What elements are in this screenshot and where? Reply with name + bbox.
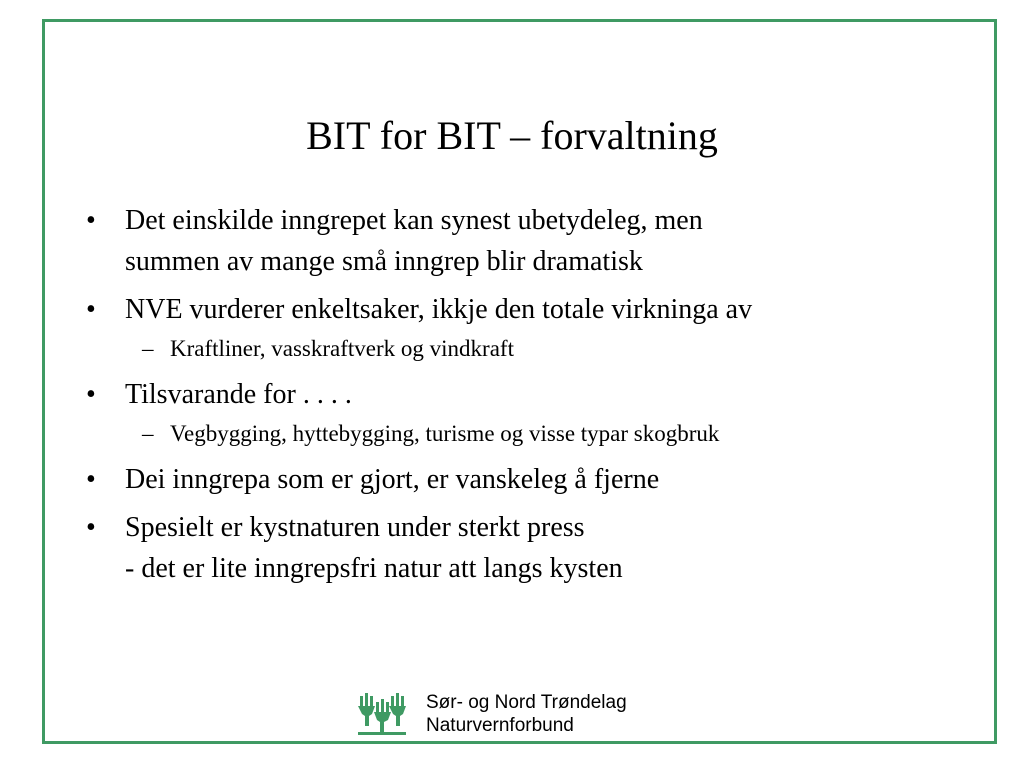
sub-bullet-item <box>86 418 966 450</box>
bullet-text: summen av mange små inngrep blir dramatisk <box>125 246 643 277</box>
sub-bullet-text: Kraftliner, vasskraftverk og vindkraft <box>170 336 514 361</box>
bullet-text: - det er lite inngrepsfri natur att langs kysten <box>125 553 623 584</box>
bullet-text: Dei inngrepa som er gjort, er vanskeleg å fjerne <box>125 464 660 495</box>
bullet-text: Spesielt er kystnaturen under sterkt press <box>125 512 585 543</box>
footer <box>356 688 696 742</box>
bullet-marker: • <box>86 512 96 543</box>
footer-org-line2: Naturvernforbund <box>426 715 574 736</box>
bullet-item <box>86 200 966 282</box>
bullet-marker: • <box>86 294 96 325</box>
bullet-marker: • <box>86 379 96 410</box>
bullet-marker: • <box>86 205 96 236</box>
bullet-text: Det einskilde inngrepet kan synest ubetydeleg, men <box>125 205 703 236</box>
bullet-item <box>86 459 966 500</box>
bullet-text: NVE vurderer enkeltsaker, ikkje den totale virkninga av <box>125 294 753 325</box>
naturvernforbund-logo-icon <box>356 690 408 738</box>
bullet-list <box>86 200 966 596</box>
sub-bullet-marker: – <box>142 421 154 446</box>
sub-bullet-item <box>86 333 966 365</box>
slide-title: BIT for BIT – forvaltning <box>306 113 718 158</box>
bullet-item <box>86 507 966 589</box>
footer-org-line1: Sør- og Nord Trøndelag <box>426 692 627 713</box>
bullet-item <box>86 374 966 415</box>
footer-org-name <box>426 691 627 737</box>
bullet-item <box>86 289 966 330</box>
bullet-text: Tilsvarande for . . . . <box>125 379 352 410</box>
bullet-marker: • <box>86 464 96 495</box>
sub-bullet-text: Vegbygging, hyttebygging, turisme og visse typar skogbruk <box>170 421 720 446</box>
sub-bullet-marker: – <box>142 336 154 361</box>
